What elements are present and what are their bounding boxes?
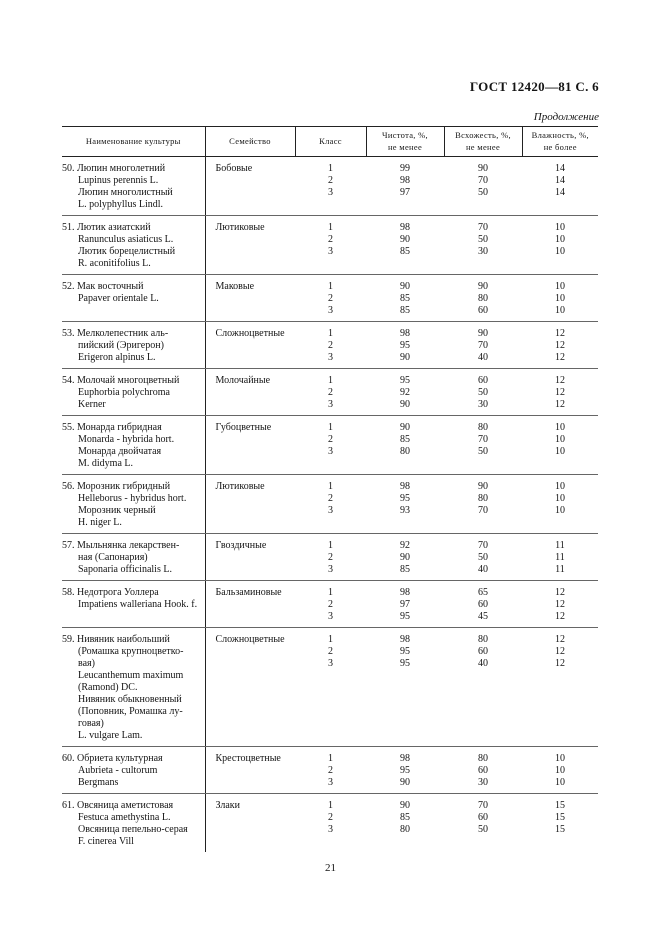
germination-value: 90 bbox=[478, 281, 488, 292]
purity-value: 98 bbox=[400, 587, 410, 598]
purity-cell bbox=[366, 794, 444, 853]
purity-value: 97 bbox=[400, 187, 410, 198]
class-value: 2 bbox=[328, 340, 333, 351]
culture-cell bbox=[62, 534, 205, 581]
column-header-moisture bbox=[522, 127, 598, 157]
culture-cell bbox=[62, 275, 205, 322]
germination-value: 60 bbox=[478, 305, 488, 316]
purity-cell bbox=[366, 581, 444, 628]
moisture-value: 11 bbox=[555, 540, 565, 551]
family-cell: Лютиковые bbox=[205, 475, 295, 534]
purity-value: 98 bbox=[400, 753, 410, 764]
germination-value: 70 bbox=[478, 340, 488, 351]
moisture-value: 10 bbox=[555, 281, 565, 292]
purity-value: 97 bbox=[400, 599, 410, 610]
class-value: 2 bbox=[328, 493, 333, 504]
moisture-value: 12 bbox=[555, 387, 565, 398]
culture-cell bbox=[62, 369, 205, 416]
column-header-text: Влажность, %, bbox=[531, 130, 589, 140]
class-value: 3 bbox=[328, 658, 333, 669]
purity-value: 95 bbox=[400, 646, 410, 657]
purity-value: 85 bbox=[400, 293, 410, 304]
culture-name-line: 55. Монарда гибридная bbox=[62, 422, 162, 433]
class-value: 1 bbox=[328, 281, 333, 292]
moisture-value: 10 bbox=[555, 446, 565, 457]
germination-cell bbox=[444, 534, 522, 581]
culture-name-line: F. cinerea Vill bbox=[78, 836, 134, 847]
culture-name-line: пийский (Эригерон) bbox=[78, 340, 164, 351]
column-header-culture bbox=[62, 127, 205, 157]
column-header-purity bbox=[366, 127, 444, 157]
germination-value: 80 bbox=[478, 634, 488, 645]
culture-name-line: 61. Овсяница аметистовая bbox=[62, 800, 174, 811]
culture-name-line: 57. Мыльнянка лекарствен- bbox=[62, 540, 180, 551]
purity-value: 90 bbox=[400, 552, 410, 563]
class-value: 1 bbox=[328, 222, 333, 233]
moisture-value: 10 bbox=[555, 305, 565, 316]
moisture-value: 12 bbox=[555, 375, 565, 386]
culture-cell bbox=[62, 157, 205, 216]
culture-name-line: Leucanthemum maximum bbox=[78, 670, 184, 681]
table-row bbox=[62, 369, 598, 416]
germination-value: 80 bbox=[478, 753, 488, 764]
purity-value: 80 bbox=[400, 824, 410, 835]
culture-name-line: Kerner bbox=[78, 399, 106, 410]
germination-value: 65 bbox=[478, 587, 488, 598]
culture-name-line: Люпин многолистный bbox=[78, 187, 173, 198]
moisture-cell bbox=[522, 369, 598, 416]
germination-value: 50 bbox=[478, 824, 488, 835]
purity-value: 95 bbox=[400, 765, 410, 776]
germination-value: 70 bbox=[478, 434, 488, 445]
table-row bbox=[62, 275, 598, 322]
moisture-cell bbox=[522, 794, 598, 853]
moisture-value: 12 bbox=[555, 399, 565, 410]
moisture-cell bbox=[522, 216, 598, 275]
class-cell bbox=[295, 581, 366, 628]
germination-cell bbox=[444, 275, 522, 322]
germination-value: 60 bbox=[478, 375, 488, 386]
table-row bbox=[62, 322, 598, 369]
purity-value: 85 bbox=[400, 305, 410, 316]
culture-name-line: 60. Обриета культурная bbox=[62, 753, 163, 764]
class-value: 2 bbox=[328, 434, 333, 445]
class-value: 2 bbox=[328, 646, 333, 657]
culture-name-line: L. polyphyllus Lindl. bbox=[78, 199, 163, 210]
culture-cell bbox=[62, 794, 205, 853]
purity-value: 90 bbox=[400, 777, 410, 788]
culture-cell bbox=[62, 475, 205, 534]
class-cell bbox=[295, 747, 366, 794]
germination-value: 70 bbox=[478, 800, 488, 811]
column-header-family bbox=[205, 127, 295, 157]
purity-value: 98 bbox=[400, 634, 410, 645]
germination-cell bbox=[444, 322, 522, 369]
purity-value: 99 bbox=[400, 163, 410, 174]
germination-value: 40 bbox=[478, 564, 488, 575]
culture-name-line: R. aconitifolius L. bbox=[78, 258, 151, 269]
family-cell: Злаки bbox=[205, 794, 295, 853]
culture-cell bbox=[62, 747, 205, 794]
culture-cell bbox=[62, 416, 205, 475]
germination-value: 60 bbox=[478, 765, 488, 776]
purity-cell bbox=[366, 216, 444, 275]
purity-value: 98 bbox=[400, 175, 410, 186]
table-row bbox=[62, 157, 598, 216]
germination-cell bbox=[444, 157, 522, 216]
moisture-value: 14 bbox=[555, 187, 565, 198]
purity-cell bbox=[366, 157, 444, 216]
moisture-cell bbox=[522, 581, 598, 628]
table-row bbox=[62, 581, 598, 628]
culture-name-line: 59. Нивяник наибольший bbox=[62, 634, 170, 645]
germination-value: 60 bbox=[478, 599, 488, 610]
germination-value: 70 bbox=[478, 222, 488, 233]
culture-name-line: L. vulgare Lam. bbox=[78, 730, 143, 741]
culture-name-line: 56. Морозник гибридный bbox=[62, 481, 171, 492]
moisture-value: 15 bbox=[555, 824, 565, 835]
germination-value: 70 bbox=[478, 175, 488, 186]
purity-cell bbox=[366, 275, 444, 322]
class-value: 1 bbox=[328, 540, 333, 551]
moisture-value: 10 bbox=[555, 434, 565, 445]
class-value: 3 bbox=[328, 352, 333, 363]
class-value: 3 bbox=[328, 777, 333, 788]
moisture-cell bbox=[522, 475, 598, 534]
culture-name-line: Lupinus perennis L. bbox=[78, 175, 159, 186]
culture-cell bbox=[62, 216, 205, 275]
germination-cell bbox=[444, 475, 522, 534]
moisture-value: 10 bbox=[555, 493, 565, 504]
moisture-cell bbox=[522, 322, 598, 369]
column-header-text: Чистота, %, bbox=[382, 130, 428, 140]
class-cell bbox=[295, 369, 366, 416]
purity-value: 95 bbox=[400, 658, 410, 669]
moisture-value: 11 bbox=[555, 552, 565, 563]
family-cell: Губоцветные bbox=[205, 416, 295, 475]
table-row bbox=[62, 747, 598, 794]
culture-name-line: 58. Недотрога Уоллера bbox=[62, 587, 159, 598]
class-cell bbox=[295, 794, 366, 853]
page-number: 21 bbox=[325, 862, 336, 874]
culture-cell bbox=[62, 581, 205, 628]
germination-value: 50 bbox=[478, 446, 488, 457]
purity-value: 90 bbox=[400, 399, 410, 410]
table-row bbox=[62, 534, 598, 581]
germination-value: 70 bbox=[478, 540, 488, 551]
moisture-value: 10 bbox=[555, 765, 565, 776]
moisture-value: 10 bbox=[555, 505, 565, 516]
table-row bbox=[62, 216, 598, 275]
culture-name-line: 51. Лютик азиатский bbox=[62, 222, 151, 233]
culture-name-line: Aubrieta - cultorum bbox=[78, 765, 158, 776]
purity-value: 90 bbox=[400, 352, 410, 363]
class-value: 2 bbox=[328, 552, 333, 563]
purity-value: 95 bbox=[400, 340, 410, 351]
culture-name-line: Festuca amethystina L. bbox=[78, 812, 171, 823]
moisture-value: 12 bbox=[555, 599, 565, 610]
germination-cell bbox=[444, 416, 522, 475]
germination-cell bbox=[444, 216, 522, 275]
germination-value: 40 bbox=[478, 658, 488, 669]
family-cell: Бобовые bbox=[205, 157, 295, 216]
purity-value: 80 bbox=[400, 446, 410, 457]
class-value: 2 bbox=[328, 293, 333, 304]
purity-value: 85 bbox=[400, 812, 410, 823]
germination-cell bbox=[444, 581, 522, 628]
moisture-value: 12 bbox=[555, 328, 565, 339]
moisture-value: 15 bbox=[555, 800, 565, 811]
culture-name-line: 50. Люпин многолетний bbox=[62, 163, 166, 174]
column-header-text: не менее bbox=[465, 141, 501, 152]
moisture-cell bbox=[522, 157, 598, 216]
purity-cell bbox=[366, 416, 444, 475]
culture-cell bbox=[62, 322, 205, 369]
class-value: 2 bbox=[328, 599, 333, 610]
column-header-germination bbox=[444, 127, 522, 157]
moisture-value: 12 bbox=[555, 646, 565, 657]
germination-value: 40 bbox=[478, 352, 488, 363]
family-cell: Бальзаминовые bbox=[205, 581, 295, 628]
family-cell: Сложноцветные bbox=[205, 628, 295, 747]
class-cell bbox=[295, 628, 366, 747]
class-value: 3 bbox=[328, 446, 333, 457]
class-value: 3 bbox=[328, 611, 333, 622]
class-value: 3 bbox=[328, 246, 333, 257]
table-row bbox=[62, 794, 598, 853]
moisture-value: 12 bbox=[555, 611, 565, 622]
class-value: 2 bbox=[328, 765, 333, 776]
class-value: 1 bbox=[328, 634, 333, 645]
purity-cell bbox=[366, 475, 444, 534]
culture-name-line: говая) bbox=[78, 718, 104, 729]
moisture-value: 10 bbox=[555, 753, 565, 764]
purity-value: 98 bbox=[400, 328, 410, 339]
germination-value: 90 bbox=[478, 481, 488, 492]
germination-value: 30 bbox=[478, 246, 488, 257]
class-value: 2 bbox=[328, 387, 333, 398]
culture-name-line: Helleborus - hybridus hort. bbox=[78, 493, 187, 504]
germination-value: 90 bbox=[478, 328, 488, 339]
purity-value: 98 bbox=[400, 481, 410, 492]
purity-value: 95 bbox=[400, 493, 410, 504]
culture-name-line: Лютик борецелистный bbox=[78, 246, 176, 257]
class-value: 1 bbox=[328, 422, 333, 433]
moisture-value: 12 bbox=[555, 340, 565, 351]
culture-name-line: 52. Мак восточный bbox=[62, 281, 144, 292]
culture-name-line: Bergmans bbox=[78, 777, 119, 788]
culture-name-line: (Поповник, Ромашка лу- bbox=[78, 706, 183, 717]
culture-name-line: вая) bbox=[78, 658, 95, 669]
culture-name-line: Овсяница пепельно-серая bbox=[78, 824, 188, 835]
class-value: 1 bbox=[328, 328, 333, 339]
purity-value: 90 bbox=[400, 422, 410, 433]
class-value: 2 bbox=[328, 234, 333, 245]
culture-name-line: (Ромашка крупноцветко- bbox=[78, 646, 184, 657]
purity-value: 92 bbox=[400, 540, 410, 551]
class-cell bbox=[295, 322, 366, 369]
purity-value: 92 bbox=[400, 387, 410, 398]
germination-cell bbox=[444, 628, 522, 747]
class-value: 1 bbox=[328, 163, 333, 174]
moisture-value: 10 bbox=[555, 246, 565, 257]
culture-name-line: Monarda - hybrida hort. bbox=[78, 434, 175, 445]
germination-value: 60 bbox=[478, 812, 488, 823]
seed-standards-table bbox=[62, 126, 598, 852]
moisture-cell bbox=[522, 275, 598, 322]
purity-value: 90 bbox=[400, 800, 410, 811]
culture-name-line: 54. Молочай многоцветный bbox=[62, 375, 180, 386]
table-row bbox=[62, 628, 598, 747]
purity-cell bbox=[366, 322, 444, 369]
purity-cell bbox=[366, 534, 444, 581]
culture-name-line: Erigeron alpinus L. bbox=[78, 352, 156, 363]
culture-name-line: 53. Мелколепестник аль- bbox=[62, 328, 169, 339]
purity-value: 95 bbox=[400, 375, 410, 386]
column-header-text: не более bbox=[543, 141, 577, 152]
germination-value: 80 bbox=[478, 293, 488, 304]
moisture-value: 15 bbox=[555, 812, 565, 823]
class-value: 2 bbox=[328, 812, 333, 823]
column-header-text: Семейство bbox=[229, 135, 271, 146]
culture-name-line: H. niger L. bbox=[78, 517, 122, 528]
moisture-value: 10 bbox=[555, 777, 565, 788]
moisture-cell bbox=[522, 747, 598, 794]
culture-name-line: Papaver orientale L. bbox=[78, 293, 159, 304]
germination-value: 45 bbox=[478, 611, 488, 622]
class-value: 1 bbox=[328, 587, 333, 598]
moisture-value: 12 bbox=[555, 587, 565, 598]
moisture-cell bbox=[522, 534, 598, 581]
class-value: 3 bbox=[328, 399, 333, 410]
germination-value: 50 bbox=[478, 187, 488, 198]
family-cell: Молочайные bbox=[205, 369, 295, 416]
class-value: 1 bbox=[328, 753, 333, 764]
germination-value: 70 bbox=[478, 505, 488, 516]
table-row bbox=[62, 416, 598, 475]
table-body bbox=[62, 157, 598, 853]
purity-value: 85 bbox=[400, 564, 410, 575]
germination-value: 50 bbox=[478, 387, 488, 398]
moisture-value: 11 bbox=[555, 564, 565, 575]
germination-value: 60 bbox=[478, 646, 488, 657]
class-value: 3 bbox=[328, 564, 333, 575]
class-value: 3 bbox=[328, 505, 333, 516]
class-value: 1 bbox=[328, 481, 333, 492]
family-cell: Лютиковые bbox=[205, 216, 295, 275]
column-header-text: не менее bbox=[387, 141, 423, 152]
purity-cell bbox=[366, 628, 444, 747]
class-cell bbox=[295, 216, 366, 275]
germination-value: 80 bbox=[478, 493, 488, 504]
moisture-value: 14 bbox=[555, 175, 565, 186]
germination-value: 50 bbox=[478, 552, 488, 563]
class-cell bbox=[295, 475, 366, 534]
column-header-text: Всхожесть, %, bbox=[455, 130, 511, 140]
moisture-value: 12 bbox=[555, 352, 565, 363]
moisture-value: 10 bbox=[555, 293, 565, 304]
moisture-value: 10 bbox=[555, 481, 565, 492]
germination-value: 30 bbox=[478, 777, 488, 788]
germination-value: 30 bbox=[478, 399, 488, 410]
culture-name-line: Ranunculus asiaticus L. bbox=[78, 234, 174, 245]
class-cell bbox=[295, 157, 366, 216]
germination-value: 90 bbox=[478, 163, 488, 174]
moisture-value: 10 bbox=[555, 234, 565, 245]
purity-value: 85 bbox=[400, 246, 410, 257]
moisture-cell bbox=[522, 628, 598, 747]
culture-name-line: M. didyma L. bbox=[78, 458, 133, 469]
germination-cell bbox=[444, 369, 522, 416]
class-value: 3 bbox=[328, 187, 333, 198]
family-cell: Сложноцветные bbox=[205, 322, 295, 369]
column-header-text: Класс bbox=[319, 135, 342, 146]
germination-value: 50 bbox=[478, 234, 488, 245]
moisture-cell bbox=[522, 416, 598, 475]
moisture-value: 10 bbox=[555, 422, 565, 433]
family-cell: Крестоцветные bbox=[205, 747, 295, 794]
culture-cell bbox=[62, 628, 205, 747]
table-header-row bbox=[62, 127, 598, 157]
germination-cell bbox=[444, 747, 522, 794]
culture-name-line: Нивяник обыкновенный bbox=[78, 694, 182, 705]
purity-cell bbox=[366, 369, 444, 416]
class-value: 3 bbox=[328, 824, 333, 835]
moisture-value: 12 bbox=[555, 658, 565, 669]
purity-value: 85 bbox=[400, 434, 410, 445]
class-value: 1 bbox=[328, 375, 333, 386]
culture-name-line: Морозник черный bbox=[78, 505, 156, 516]
moisture-value: 14 bbox=[555, 163, 565, 174]
culture-name-line: ная (Сапонария) bbox=[78, 552, 148, 563]
culture-name-line: Saponaria officinalis L. bbox=[78, 564, 172, 575]
purity-value: 93 bbox=[400, 505, 410, 516]
culture-name-line: Impatiens walleriana Hook. f. bbox=[78, 599, 198, 610]
culture-name-line: (Ramond) DC. bbox=[78, 682, 138, 693]
class-value: 3 bbox=[328, 305, 333, 316]
purity-value: 95 bbox=[400, 611, 410, 622]
class-cell bbox=[295, 416, 366, 475]
class-value: 1 bbox=[328, 800, 333, 811]
purity-cell bbox=[366, 747, 444, 794]
document-header: ГОСТ 12420—81 С. 6 bbox=[469, 79, 599, 94]
culture-name-line: Монарда двойчатая bbox=[78, 446, 162, 457]
purity-value: 90 bbox=[400, 234, 410, 245]
class-value: 2 bbox=[328, 175, 333, 186]
culture-name-line: Euphorbia polychroma bbox=[78, 387, 170, 398]
moisture-value: 12 bbox=[555, 634, 565, 645]
germination-value: 80 bbox=[478, 422, 488, 433]
continuation-label: Продолжение bbox=[533, 111, 599, 123]
purity-value: 90 bbox=[400, 281, 410, 292]
purity-value: 98 bbox=[400, 222, 410, 233]
class-cell bbox=[295, 534, 366, 581]
class-cell bbox=[295, 275, 366, 322]
family-cell: Гвоздичные bbox=[205, 534, 295, 581]
column-header-class bbox=[295, 127, 366, 157]
germination-cell bbox=[444, 794, 522, 853]
column-header-text: Наименование культуры bbox=[85, 135, 181, 146]
family-cell: Маковые bbox=[205, 275, 295, 322]
moisture-value: 10 bbox=[555, 222, 565, 233]
table-row bbox=[62, 475, 598, 534]
